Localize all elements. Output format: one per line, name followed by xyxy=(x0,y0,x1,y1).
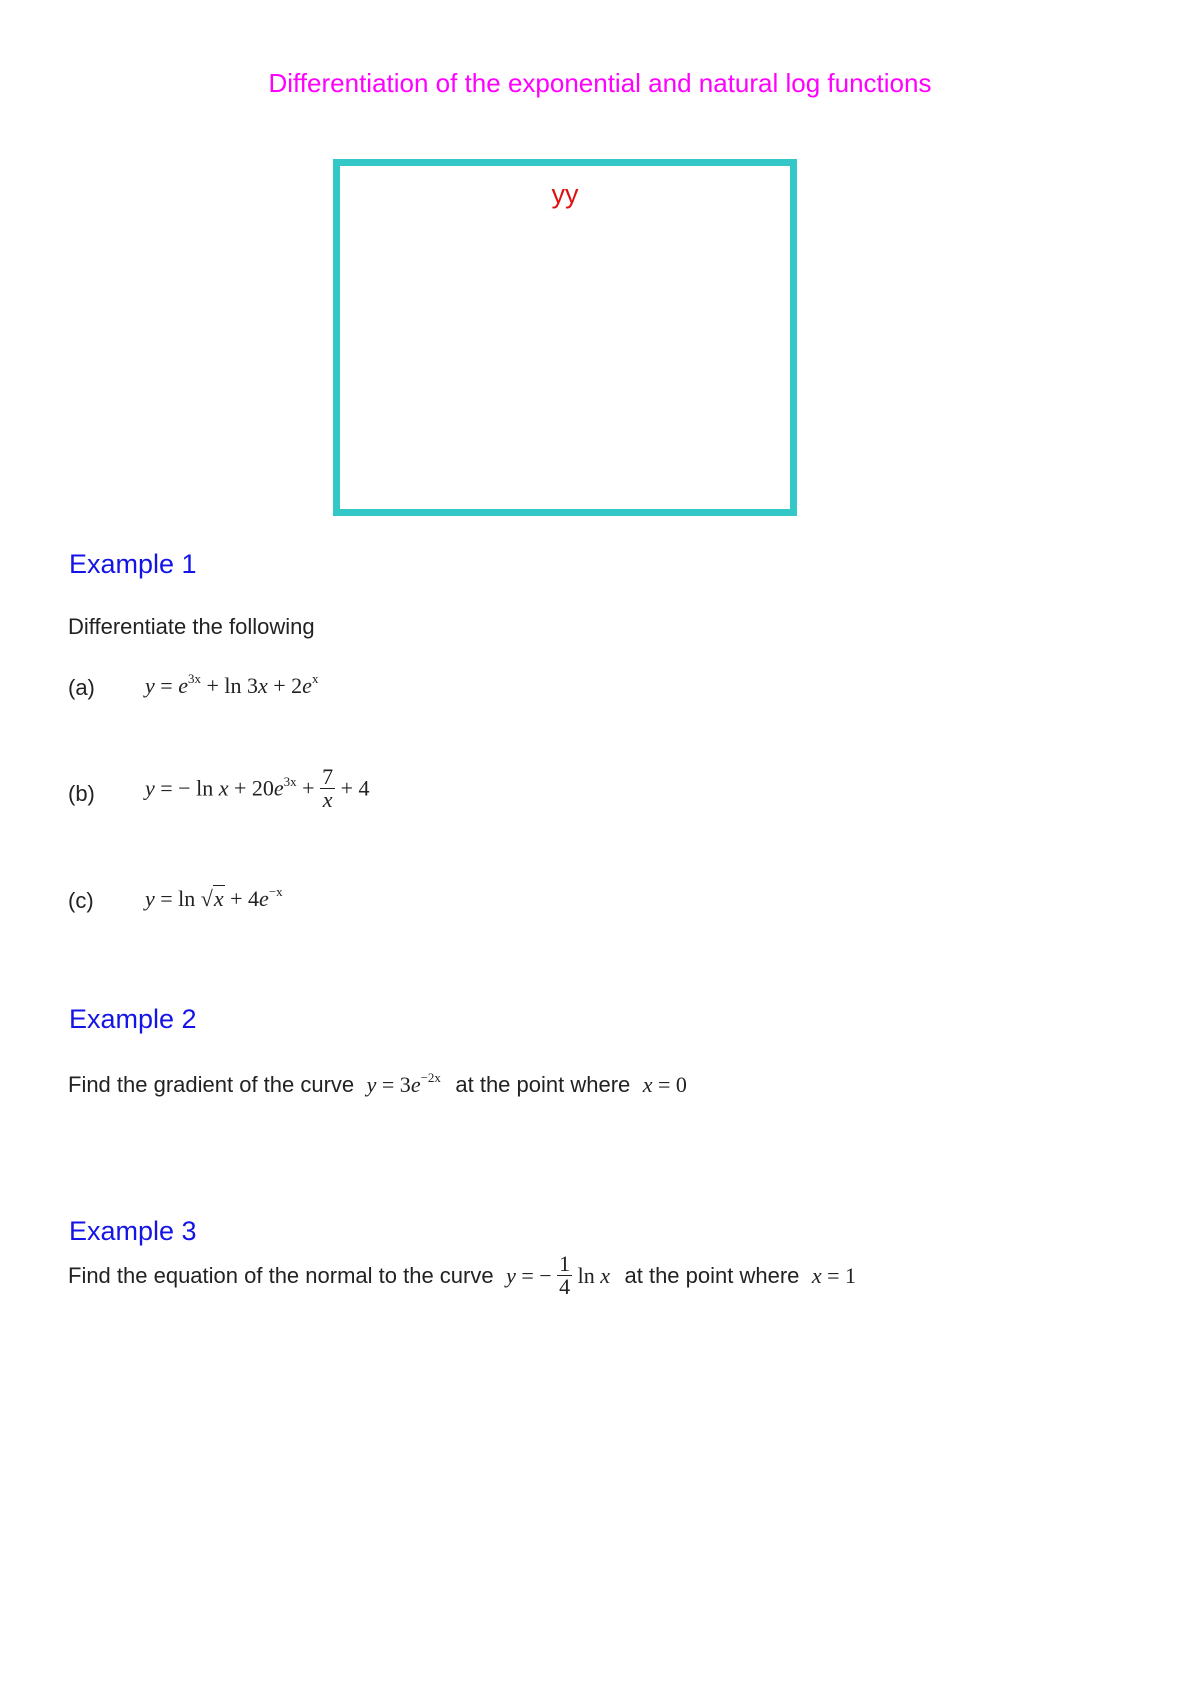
part-a-equation: $y = e^{3x} + \ln 3x + 2e^x$ xyxy=(145,671,319,698)
example-1-instruction: Differentiate the following xyxy=(68,614,315,639)
part-b-equation: y = − $\ln x + 20e^{3x}$ + $\frac{7}{x}$ + 4 xyxy=(145,764,370,812)
example-2-heading: Example 2 xyxy=(69,1004,197,1034)
example-3-text-before: Find the equation of the normal to the curve xyxy=(68,1263,494,1288)
example-2-text-after: at the point where xyxy=(455,1072,631,1097)
example-3-equation: y = − $\frac{1}{4}$ ln x xyxy=(506,1251,611,1300)
box-label: yy xyxy=(551,179,579,209)
part-c-equation: $y = \ln √x + 4e^{-x}$ xyxy=(145,884,283,911)
page-title: Differentiation of the exponential and natural log functions xyxy=(268,68,932,98)
example-3-question xyxy=(68,1253,856,1302)
part-b-label: (b) xyxy=(68,781,95,806)
example-1-heading: Example 1 xyxy=(69,549,197,579)
part-c-label: (c) xyxy=(68,888,94,913)
example-3-text-after: at the point where xyxy=(624,1263,800,1288)
fraction-7-over-x: $\frac{7}{x}$ xyxy=(322,764,334,812)
fraction-1-over-4: $\frac{1}{4}$ xyxy=(559,1251,571,1300)
example-2-condition: x = 0 xyxy=(642,1072,687,1097)
example-3-condition: x = 1 xyxy=(811,1263,857,1288)
part-a-label: (a) xyxy=(68,675,95,700)
image-placeholder-box xyxy=(333,159,797,516)
example-3-heading: Example 3 xyxy=(69,1216,197,1246)
example-2-text-before: Find the gradient of the curve xyxy=(68,1072,355,1097)
example-2-equation: $y = 3e^{-2x}$ xyxy=(366,1070,441,1097)
example-2-question xyxy=(68,1072,687,1098)
